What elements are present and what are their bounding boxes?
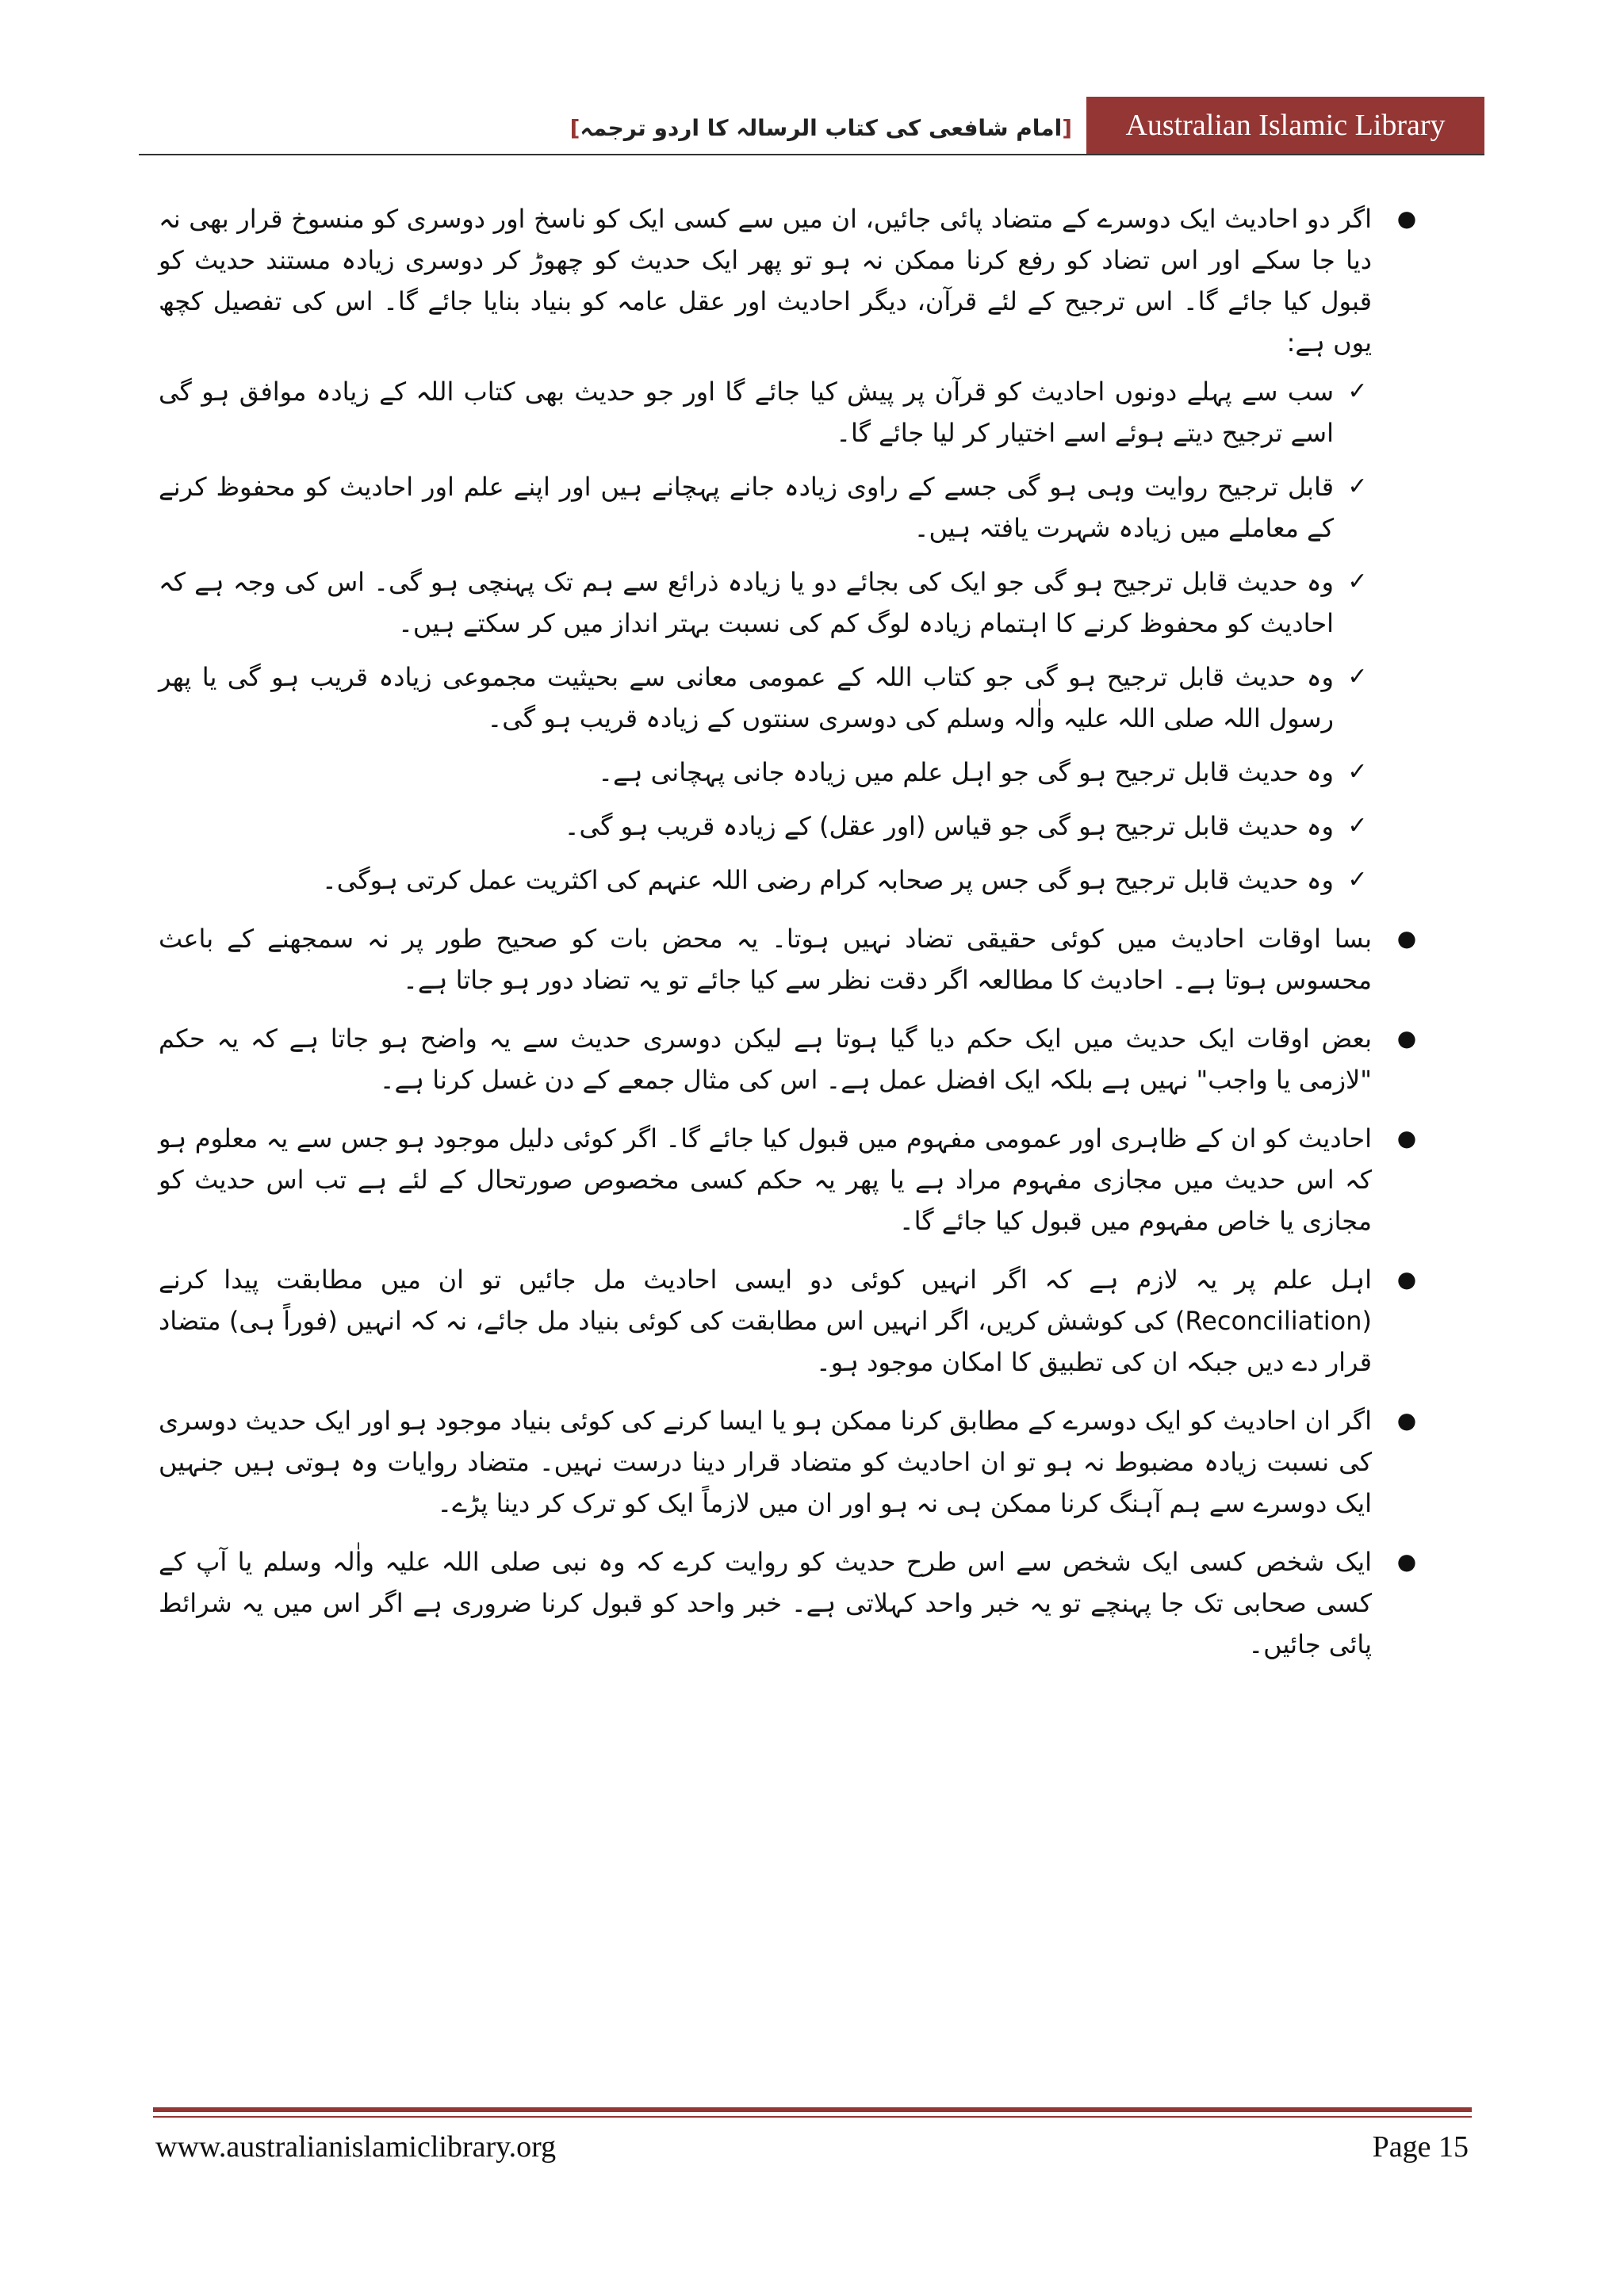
list-item-text: احادیث کو ان کے ظاہری اور عمومی مفہوم میں قبول کیا جائے گا۔ اگر کوئی دلیل موجود ہو جس سے یہ معلوم ہو کہ اس حدیث میں مجازی مفہوم مراد ہے یا پھر یہ حکم کسی مخصوص صورتحال کے لئے ہے تب اس حدیث کو مجازی یا خاص مفہوم میں قبول کیا جائے گا۔ bbox=[159, 1123, 1372, 1236]
checklist-item-text: قابل ترجیح روایت وہی ہو گی جسے کے راوی زیادہ جانے پہچانے ہیں اور اپنے علم اور احادیث کو محفوظ کرنے کے معاملے میں زیادہ شہرت یافتہ ہیں۔ bbox=[159, 472, 1334, 543]
checkmark-icon: ✓ bbox=[1347, 812, 1368, 840]
footer-divider-thick bbox=[153, 2107, 1472, 2112]
bullet-icon: ● bbox=[1396, 925, 1417, 951]
book-title bbox=[570, 108, 1072, 149]
page-number: Page 15 bbox=[1372, 2130, 1469, 2164]
checklist-item bbox=[159, 371, 1372, 453]
footer-url: www.australianislamiclibrary.org bbox=[155, 2130, 557, 2164]
bullet-icon: ● bbox=[1396, 1025, 1417, 1051]
bullet-icon: ● bbox=[1396, 1407, 1417, 1433]
checklist-item bbox=[159, 561, 1372, 644]
checklist-item-text: وہ حدیث قابل ترجیح ہو گی جو کتاب اللہ کے عمومی معانی سے بحیثیت مجموعی زیادہ قریب ہو گی یا پھر رسول اللہ صلی اللہ علیہ واٰلہ وسلم کی دوسری سنتوں کے زیادہ قریب ہو گی۔ bbox=[159, 662, 1334, 733]
list-item bbox=[159, 198, 1427, 901]
list-item bbox=[159, 1541, 1427, 1665]
checklist-item-text: وہ حدیث قابل ترجیح ہو گی جو اہل علم میں زیادہ جانی پہچانی ہے۔ bbox=[598, 757, 1334, 787]
list-item bbox=[159, 918, 1427, 1001]
checklist-item-text: وہ حدیث قابل ترجیح ہو گی جو ایک کی بجائے دو یا زیادہ ذرائع سے ہم تک پہنچی ہو گی۔ اس کی وجہ ہے کہ احادیث کو محفوظ کرنے کا اہتمام زیادہ لوگ کم کی نسبت بہتر انداز میں کر سکتے ہیں۔ bbox=[159, 567, 1334, 638]
checklist-item-text: وہ حدیث قابل ترجیح ہو گی جس پر صحابہ کرام رضی اللہ عنہم کی اکثریت عمل کرتی ہوگی۔ bbox=[321, 865, 1334, 895]
checklist-item bbox=[159, 656, 1372, 739]
list-item bbox=[159, 1118, 1427, 1242]
checklist-item-text: سب سے پہلے دونوں احادیث کو قرآن پر پیش کیا جائے گا اور جو حدیث بھی کتاب اللہ کے زیادہ موافق ہو گی اسے ترجیح دیتے ہوئے اسے اختیار کر لیا جائے گا۔ bbox=[159, 377, 1335, 448]
checkmark-icon: ✓ bbox=[1347, 663, 1368, 691]
checkmark-icon: ✓ bbox=[1347, 377, 1368, 405]
checklist-item bbox=[159, 466, 1372, 549]
bullet-icon: ● bbox=[1396, 1266, 1417, 1292]
list-item bbox=[159, 1400, 1427, 1524]
checklist-item bbox=[159, 752, 1372, 793]
footer-divider-thin bbox=[153, 2116, 1472, 2118]
list-item-text: اہل علم پر یہ لازم ہے کہ اگر انہیں کوئی دو ایسی احادیث مل جائیں تو ان میں مطابقت پیدا کرنے (Reconciliation) کی کوشش کریں، اگر انہیں اس مطابقت کی کوئی بنیاد مل جائے، نہ کہ انہیں (فوراً ہی) متضاد قرار دے دیں جبکہ ان کی تطبیق کا امکان موجود ہو۔ bbox=[159, 1265, 1372, 1377]
checkmark-icon: ✓ bbox=[1347, 568, 1368, 595]
checklist-item-text: وہ حدیث قابل ترجیح ہو گی جو قیاس (اور عقل) کے زیادہ قریب ہو گی۔ bbox=[564, 811, 1334, 841]
checklist bbox=[159, 371, 1372, 901]
bullet-icon: ● bbox=[1396, 205, 1417, 232]
bullet-icon: ● bbox=[1396, 1125, 1417, 1151]
page-header bbox=[139, 97, 1484, 155]
list-item bbox=[159, 1259, 1427, 1383]
page-body bbox=[159, 198, 1427, 2085]
title-bracket-open: [ bbox=[1062, 115, 1072, 141]
checklist-item bbox=[159, 806, 1372, 847]
checklist-item bbox=[159, 859, 1372, 901]
list-item-text: بعض اوقات ایک حدیث میں ایک حکم دیا گیا ہوتا ہے لیکن دوسری حدیث سے یہ واضح ہو جاتا ہے کہ یہ حکم "لازمی یا واجب" نہیں ہے بلکہ ایک افضل عمل ہے۔ اس کی مثال جمعے کے دن غسل کرنا ہے۔ bbox=[159, 1024, 1372, 1095]
title-bracket-close: ] bbox=[569, 115, 580, 141]
list-item-text: اگر دو احادیث ایک دوسرے کے متضاد پائی جائیں، ان میں سے کسی ایک کو ناسخ اور دوسری کو منسوخ قرار بھی نہ دیا جا سکے اور اس تضاد کو رفع کرنا ممکن نہ ہو تو پھر ایک حدیث کو چھوڑ کر دوسری زیادہ مستند حدیث کو قبول کیا جائے گا۔ اس ترجیح کے لئے قرآن، دیگر احادیث اور عقل عامہ کو بنیاد بنایا جائے گا۔ اس کی تفصیل کچھ یوں ہے: bbox=[159, 204, 1373, 358]
checkmark-icon: ✓ bbox=[1347, 473, 1368, 500]
list-item bbox=[159, 1018, 1427, 1100]
library-name-banner: Australian Islamic Library bbox=[1086, 97, 1484, 154]
list-item-text: بسا اوقات احادیث میں کوئی حقیقی تضاد نہیں ہوتا۔ یہ محض بات کو صحیح طور پر نہ سمجھنے کے باعث محسوس ہوتا ہے۔ احادیث کا مطالعہ اگر دقت نظر سے کیا جائے تو یہ تضاد دور ہو جاتا ہے۔ bbox=[159, 924, 1372, 995]
bullet-icon: ● bbox=[1396, 1548, 1417, 1575]
list-item-text: ایک شخص کسی ایک شخص سے اس طرح حدیث کو روایت کرے کہ وہ نبی صلی اللہ علیہ واٰلہ وسلم یا آپ کے کسی صحابی تک جا پہنچے تو یہ خبر واحد کہلاتی ہے۔ خبر واحد کو قبول کرنا ضروری ہے اگر اس میں یہ شرائط پائی جائیں۔ bbox=[159, 1547, 1372, 1659]
book-title-text: امام شافعی کی کتاب الرسالہ کا اردو ترجمہ bbox=[580, 115, 1063, 141]
bullet-list bbox=[159, 198, 1427, 1665]
checkmark-icon: ✓ bbox=[1347, 866, 1368, 894]
checkmark-icon: ✓ bbox=[1347, 758, 1368, 786]
header-divider bbox=[139, 154, 1484, 155]
list-item-text: اگر ان احادیث کو ایک دوسرے کے مطابق کرنا ممکن ہو یا ایسا کرنے کی کوئی بنیاد موجود ہو اور ایک حدیث دوسری کی نسبت زیادہ مضبوط نہ ہو تو ان احادیث کو متضاد قرار دینا درست نہیں۔ متضاد روایات وہ ہوتی ہیں جنہیں ایک دوسرے سے ہم آہنگ کرنا ممکن ہی نہ ہو اور ان میں لازماً ایک کو ترک کر دینا پڑے۔ bbox=[159, 1406, 1372, 1518]
